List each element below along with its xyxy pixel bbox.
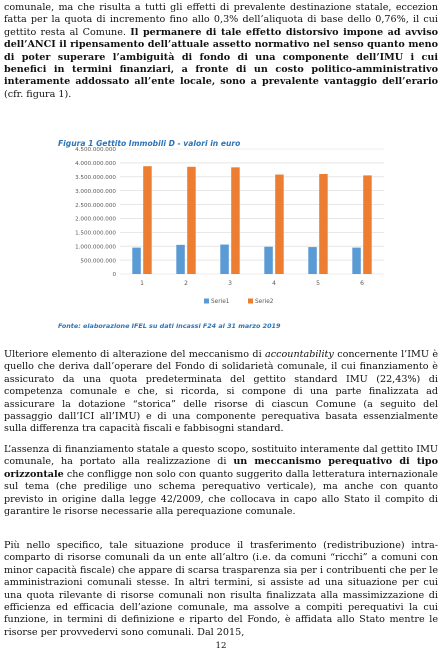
- legend-swatch-serie1: [204, 299, 209, 304]
- text-run: Il permanere di tale effetto distorsivo impone ad avviso dell’ANCI il ripensamento dell’attuale assetto normativo nel senso quanto meno di poter superare l’ambiguità di fondo di una componente dell’IMU i cui benefici in termini finanziari, a fronte di un costo politico-amministrativo interamente addossato all’ente locale, sono a prevalente vantaggio dell’erario: [4, 26, 438, 88]
- bar-chart: [52, 137, 394, 337]
- text-run: Ulteriore elemento di alterazione del meccanismo di: [4, 349, 266, 360]
- y-tick-label: 4.000.000.000: [75, 161, 116, 168]
- bar-serie1-1: [132, 248, 141, 274]
- page-number: 12: [215, 641, 227, 651]
- x-tick-label: 3: [228, 280, 232, 287]
- y-tick-label: 4.500.000.000: [75, 147, 116, 154]
- paragraph-3: [4, 444, 438, 518]
- y-tick-label: 2.000.000.000: [75, 216, 116, 223]
- bar-serie1-6: [352, 248, 361, 274]
- y-tick-label: 2.500.000.000: [75, 202, 116, 209]
- y-tick-label: 1.000.000.000: [75, 244, 116, 251]
- bar-serie2-4: [275, 175, 284, 274]
- text-run: che confligge non solo con quanto suggerito dalla letteratura internazionale sul tema (che predilige uno schema perequativo verticale), ma anche con quanto previsto in origine dalla legge 42/2009, che collocava in capo allo Stato il compito di garantire le risorse necessarie alla perequazione comunale.: [4, 468, 438, 518]
- bar-serie2-6: [363, 175, 372, 274]
- bar-serie1-3: [220, 245, 229, 274]
- legend-label-serie1: Serie1: [211, 299, 230, 305]
- paragraph-2: [4, 349, 438, 436]
- legend-label-serie2: Serie2: [255, 299, 274, 305]
- x-tick-label: 2: [184, 280, 188, 287]
- bar-serie2-5: [319, 174, 328, 274]
- legend-swatch-serie2: [248, 299, 253, 304]
- bar-serie1-5: [308, 247, 317, 274]
- paragraph-1: [4, 2, 438, 101]
- y-tick-label: 3.000.000.000: [75, 188, 116, 195]
- text-run: concernente l’IMU è quello che deriva dall’operare del Fondo di solidarietà comunale, il cui finanziamento è assicurato da una quota predeterminata del gettito standard IMU (22,43%) di competenza comunale e che, si ricorda, si compone di una parte finalizzata ad assicurare la dotazione “storica” delle risorse di ciascun Comune (a seguito del passaggio dall’ICI all’IMU) e di una componente perequativa basata essenzialmente sulla differenza tra capacità fiscali e fabbisogni standard.: [4, 349, 438, 435]
- x-tick-label: 6: [360, 280, 364, 287]
- text-run: comunale, ma che risulta a tutti gli effetti di prevalente destinazione statale, eccezion fatta per la quota di incremento fino allo 0,3% dell’aliquota di base dello 0,76%, il cui gettito resta al Comune.: [4, 2, 438, 38]
- x-tick-label: 4: [272, 280, 276, 287]
- text-run: Più nello specifico, tale situazione produce il trasferimento (redistribuzione) intra-comparto di risorse comunali da un ente all’altro (i.e. da comuni “ricchi” a comuni con minor capacità fiscale) che appare di scarsa trasparenza sia per i contribuenti che per le amministrazioni comunali stesse. In altri termini, si assiste ad una situazione per cui una quota rilevante di risorse comunali non risulta finalizzata alla massimizzazione di efficienza ed efficacia dell’azione comunale, ma assolve a compiti perequativi la cui funzione, in termini di definizione e riparto del Fondo, è affidata allo Stato mentre le risorse per provvedervi sono comunali. Dal 2015,: [4, 540, 438, 638]
- bar-serie2-3: [231, 167, 240, 274]
- figure-title: Figura 1 Gettito Immobili D - valori in euro: [58, 139, 241, 148]
- paragraph-4: [4, 540, 438, 639]
- bar-serie1-4: [264, 247, 273, 274]
- text-run: (cfr. figura 1).: [4, 88, 72, 100]
- x-tick-label: 5: [316, 280, 320, 287]
- y-tick-label: 0: [112, 272, 116, 279]
- bar-serie2-2: [187, 167, 196, 274]
- y-tick-label: 3.500.000.000: [75, 174, 116, 181]
- bar-serie1-2: [176, 245, 185, 274]
- y-tick-label: 1.500.000.000: [75, 230, 116, 237]
- x-tick-label: 1: [140, 280, 144, 287]
- figure-source: Fonte: elaborazione IFEL su dati incassi F24 al 31 marzo 2019: [58, 322, 281, 330]
- bar-serie2-1: [143, 166, 152, 274]
- text-run: un meccanismo perequativo di tipo orizzontale: [4, 456, 438, 480]
- text-run: L’assenza di finanziamento statale a questo scopo, sostituito interamente dal gettito IMU comunale, ha portato alla realizzazione di: [4, 444, 438, 468]
- y-tick-label: 500.000.000: [80, 258, 116, 265]
- text-run: accountability: [265, 349, 334, 360]
